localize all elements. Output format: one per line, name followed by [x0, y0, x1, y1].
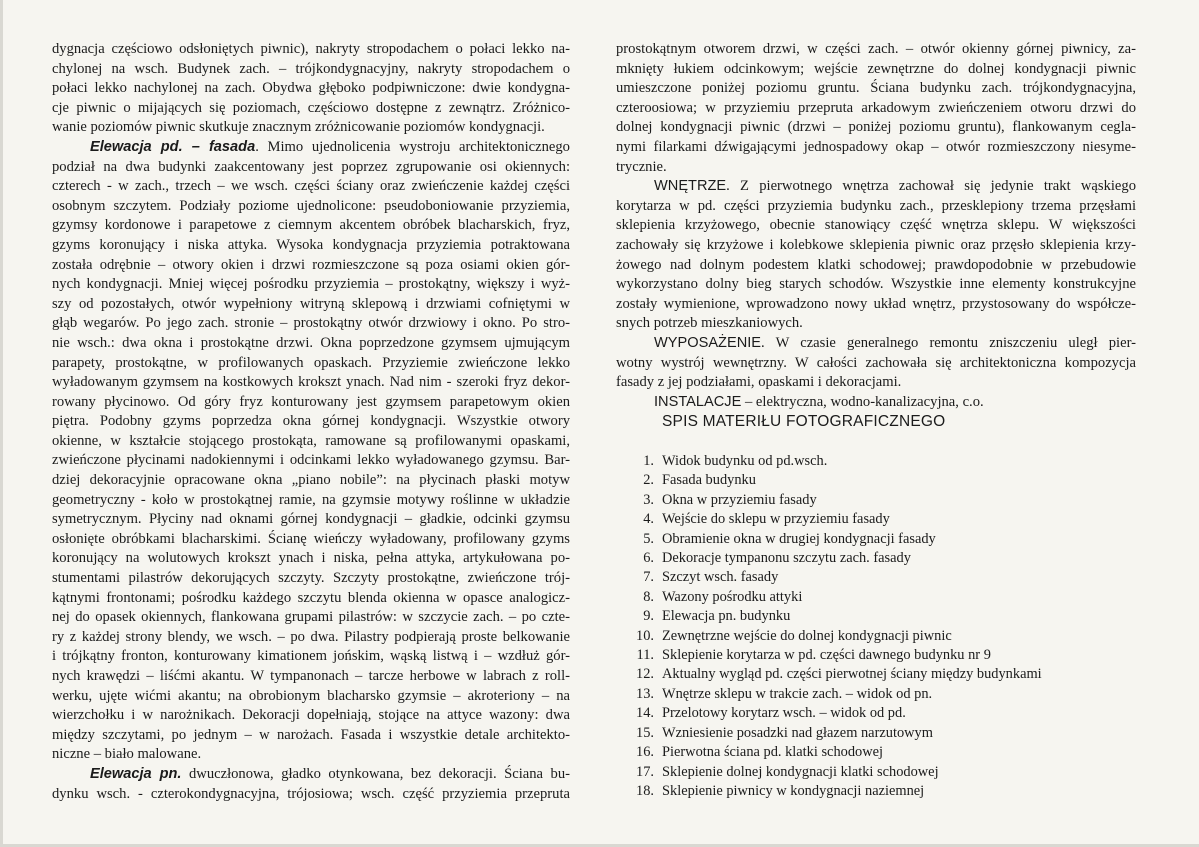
line-text: stumentami pilastrów dekorujących szczyty. Szczyty prostokątne, zwieńczone trój- — [52, 570, 570, 587]
line-text: połaci lekko nachylonej na zach. Obydwa głęboko podpiwniczone: dwie kondygna- — [52, 80, 570, 97]
line-text: dygnacja częściowo odsłoniętych piwnic), nakryty stropodachem o połaci lekko na- — [52, 41, 570, 57]
text-line — [616, 314, 1136, 334]
photo-list-item — [628, 491, 1042, 510]
text-line — [52, 647, 570, 667]
photo-list-text: Aktualny wygląd pd. części pierwotnej ściany między budynkami — [662, 666, 1042, 683]
photo-list-number: 1. — [643, 453, 654, 469]
line-text: wykorzystano dolny bieg starych schodów. Wszystkie inne elementy konstrukcyjne — [616, 276, 1136, 293]
line-text: gzyms koronujący i niska attyka. Wysoka kondygnacja przyziemia potraktowana — [52, 236, 570, 253]
text-line — [52, 628, 570, 648]
photo-list-number: 14. — [636, 705, 654, 722]
text-line — [52, 589, 570, 609]
photo-list-item — [628, 782, 1042, 801]
photo-list — [628, 452, 1042, 801]
photo-list-text: Fasada budynku — [662, 472, 756, 489]
photo-list-title: SPIS MATERIŁU FOTOGRAFICZNEGO — [662, 413, 946, 430]
line-text: wierzchołku i w narożnikach. Dekoracji dopełniają, stojące na attyce wazony: dwa — [52, 707, 570, 724]
photo-list-text: Sklepienie korytarza w pd. części dawnego budynku nr 9 — [662, 647, 991, 664]
line-text: wanie poziomów piwnic skutkuje znacznym zróżnicowanie poziomów kondygnacji. — [52, 119, 545, 136]
photo-list-item — [628, 743, 1042, 762]
line-text: geometryczny - koło w prostokątnej ramie, na gzymsie motywy roślinne w układzie — [52, 491, 570, 508]
line-text: umieszczone poniżej poziomu gruntu. Ściana budynku zach. trójkondygnacyjna, — [616, 80, 1136, 97]
photo-list-number: 4. — [643, 511, 654, 528]
photo-list-item — [628, 452, 1042, 471]
photo-list-number: 17. — [636, 763, 654, 780]
line-text: symetrycznym. Płyciny nad oknami górnej kondygnacji – gładkie, odcinki gzymsu — [52, 511, 570, 528]
photo-list-item — [628, 607, 1042, 626]
section-heading: Elewacja pd. – fasada — [90, 138, 256, 155]
line-text: kątnymi frontonami; pośrodku każdego szczytu blenda okienna w opasce analogicz- — [52, 589, 570, 606]
line-text: dziej dekoracyjnie opracowane okna „piano nobile”: na płycinach płaski motyw — [52, 472, 570, 489]
text-line — [616, 118, 1136, 138]
left-text-column — [52, 40, 570, 804]
text-line — [52, 549, 570, 569]
photo-list-item — [628, 471, 1042, 490]
photo-list-number: 6. — [643, 550, 654, 567]
line-text: trycznie. — [616, 158, 667, 175]
text-line — [52, 491, 570, 511]
line-text: werku, ujęte wićmi akantu; na obrobionym blacharsko gzymsie – akroteriony – na — [52, 687, 570, 704]
line-text: osłonięte obróbkami blacharskimi. Ścianę wieńczy wyładowany, profilowany gzyms — [52, 530, 570, 547]
line-text: niczne – biało malowane. — [52, 746, 202, 763]
line-text: koronujący na wolutowych krokszt ynach i niska, pełna attyka, artykułowana po- — [52, 550, 570, 567]
photo-list-text: Wejście do sklepu w przyziemiu fasady — [662, 511, 890, 528]
photo-list-text: Sklepienie piwnicy w kondygnacji naziemnej — [662, 782, 925, 799]
line-text: nej do opasek okiennych, flankowana grupami pilastrów: w szczycie zach. – po czte- — [52, 609, 570, 626]
line-text: głąb wegarów. Po jego zach. stronie – prostokątny otwór drzwiowy i okno. Po stro- — [52, 315, 570, 332]
section-heading: WYPOSAŻENIE — [654, 334, 762, 351]
line-text: została odrębnie – otwory okien i drzwi rozmieszczone są poza osiami okien gór- — [52, 256, 570, 273]
photo-list-text: Wazony pośrodku attyki — [662, 588, 803, 605]
photo-list-text: Dekoracje tympanonu szczytu zach. fasady — [662, 550, 911, 567]
photo-list-item — [628, 549, 1042, 568]
line-text: czteroosiowa; w przyziemiu przepruta arkadowym zwieńczeniem otworu drzwi do — [616, 99, 1136, 116]
text-line — [52, 726, 570, 746]
text-line — [52, 569, 570, 589]
line-text: sklepienia krzyżowego, obecnie stanowiący część wnętrza sklepu. W większości — [616, 217, 1136, 234]
text-line — [52, 432, 570, 452]
line-text: nie wsch.: dwa okna i prostokątne drzwi. Okna poprzedzone gzymsem ujmującym — [52, 334, 570, 351]
line-text: . W czasie generalnego remontu zniszczeniu uległ pier- — [761, 334, 1136, 351]
photo-list-number: 2. — [643, 472, 654, 489]
text-line — [52, 138, 570, 158]
line-text: żowego nad dolnym podestem klatki schodowej; prawdopodobnie w przebudowie — [616, 256, 1136, 273]
line-text: ry z każdej strony blendy, we wsch. – po dwa. Pilastry podpierają proste belkowanie — [52, 628, 570, 645]
photo-list-number: 18. — [636, 782, 654, 799]
photo-list-number: 10. — [636, 627, 654, 644]
photo-list-number: 3. — [643, 491, 654, 508]
photo-list-text: Wnętrze sklepu w trakcie zach. – widok od pn. — [662, 685, 933, 702]
line-text: zostały wymienione, wprowadzono nowy układ wnętrz, przystosowany do współcze- — [616, 295, 1136, 312]
line-text: snych potrzeb mieszkaniowych. — [616, 315, 803, 332]
line-text: nych kondygnacji. Mniej więcej pośrodku przyziemia – prostokątny, większy i wyż- — [52, 276, 570, 293]
photo-list-text: Szczyt wsch. fasady — [662, 569, 779, 586]
text-line — [52, 471, 570, 491]
photo-list-number: 5. — [643, 530, 654, 547]
text-line — [52, 275, 570, 295]
photo-list-item — [628, 704, 1042, 723]
line-text: fasady z jej podziałami, opaskami i dekoracjami. — [616, 374, 902, 391]
line-text: cje piwnic o mijających się poziomach, częściowo dostępne z zewnątrz. Zróżnico- — [52, 99, 570, 116]
text-line — [52, 510, 570, 530]
photo-list-number: 9. — [643, 608, 654, 625]
text-line — [52, 177, 570, 197]
text-line — [52, 99, 570, 119]
text-line — [52, 118, 570, 138]
text-line — [52, 79, 570, 99]
text-line — [52, 60, 570, 80]
photo-list-number: 11. — [636, 647, 654, 664]
line-text: między szczytami, po jednym – w narożach. Fasada i wszystkie detale architekto- — [52, 726, 570, 743]
text-line — [616, 99, 1136, 119]
text-line — [616, 236, 1136, 256]
text-line — [616, 138, 1136, 158]
line-text: czterech - w zach., trzech – we wsch. części ściany oraz zwieńczenie każdej części — [52, 178, 570, 195]
text-line — [52, 667, 570, 687]
photo-list-text: Przelotowy korytarz wsch. – widok od pd. — [662, 705, 906, 722]
text-line — [52, 158, 570, 178]
text-line — [616, 354, 1136, 374]
photo-list-text: Wzniesienie posadzki nad głazem narzutowym — [662, 724, 933, 741]
photo-list-item — [628, 646, 1042, 665]
text-line — [52, 608, 570, 628]
text-line — [616, 158, 1136, 178]
photo-list-item — [628, 510, 1042, 529]
line-text: – elektryczna, wodno-kanalizacyjna, c.o. — [741, 393, 984, 410]
text-line — [52, 745, 570, 765]
right-text-column — [616, 40, 1136, 412]
photo-list-item — [628, 665, 1042, 684]
text-line — [52, 393, 570, 413]
line-text: dwuczłonowa, gładko otynkowana, bez dekoracji. Ściana bu- — [181, 765, 570, 782]
text-line — [616, 40, 1136, 60]
text-line — [616, 79, 1136, 99]
section-heading: Elewacja pn. — [90, 765, 182, 782]
text-line — [616, 275, 1136, 295]
photo-list-item — [628, 530, 1042, 549]
line-text: chylonej na wsch. Budynek zach. – trójkondygnacyjny, nakryty stropodachem o — [52, 60, 570, 77]
text-line — [616, 295, 1136, 315]
line-text: mknięty łukiem odcinkowym; wejście zewnętrzne do dolnej kondygnacji piwnic — [616, 60, 1136, 77]
line-text: prostokątnym otworem drzwi, w części zach. – otwór okienny górnej piwnicy, za- — [616, 41, 1136, 57]
line-text: nych krawędzi – liśćmi akantu. W tympanonach – tarcze herbowe w labrach z roll- — [52, 668, 570, 684]
text-line — [52, 40, 570, 60]
text-line — [52, 256, 570, 276]
photo-list-text: Zewnętrzne wejście do dolnej kondygnacji piwnic — [662, 627, 952, 644]
photo-list-item — [628, 724, 1042, 743]
photo-list-item — [628, 627, 1042, 646]
section-heading: WNĘTRZE — [654, 178, 727, 195]
photo-list-number: 15. — [636, 724, 654, 741]
text-line — [52, 451, 570, 471]
text-line — [616, 393, 1136, 413]
line-text: zachowały się krzyżowe i kolebkowe sklepienia piwnic oraz przęsło sklepienia krzy- — [616, 236, 1136, 253]
photo-list-number: 16. — [636, 744, 654, 761]
text-line — [52, 706, 570, 726]
text-line — [52, 236, 570, 256]
photo-list-text: Pierwotna ściana pd. klatki schodowej — [662, 744, 884, 761]
text-line — [52, 530, 570, 550]
text-line — [616, 334, 1136, 354]
line-text: zwieńczone płycinami nadokiennymi i odcinkami lekko wyładowanego gzymsu. Bar- — [52, 452, 570, 469]
photo-list-item — [628, 568, 1042, 587]
line-text: dolnej kondygnacji piwnic (drzwi – poniżej poziomu gruntu), flankowanym cegla- — [616, 119, 1136, 136]
text-line — [616, 256, 1136, 276]
text-line — [616, 177, 1136, 197]
line-text: dynku wsch. - czterokondygnacyjna, trójosiowa; wsch. część przyziemia przepruta — [52, 785, 570, 802]
section-heading: INSTALACJE — [654, 393, 742, 410]
text-line — [52, 354, 570, 374]
line-text: szy od pozostałych, otwór wypełniony witryną sklepową i drzwiami cofniętymi w — [52, 295, 570, 312]
line-text: korytarza w pd. części przyziemia budynku zach., przesklepiony trzema przęsłami — [616, 197, 1136, 214]
photo-list-number: 7. — [643, 569, 654, 586]
photo-list-item — [628, 588, 1042, 607]
photo-list-text: Elewacja pn. budynku — [662, 608, 791, 625]
photo-list-text: Obramienie okna w drugiej kondygnacji fasady — [662, 530, 936, 547]
text-line — [52, 785, 570, 805]
text-line — [52, 334, 570, 354]
photo-list-number: 8. — [643, 588, 654, 605]
line-text: wotny wystrój wewnętrzny. W całości zachowała się architektoniczna kompozycja — [616, 354, 1136, 371]
text-line — [52, 373, 570, 393]
line-text: nymi filarkami dźwigającymi jednospadowy okap – otwór rozmieszczony niesyme- — [616, 138, 1136, 155]
photo-list-text: Widok budynku od pd.wsch. — [662, 453, 828, 469]
line-text: wyładowanym gzymsem na kostkowych krokszt ynach. Nad nim - szeroki fryz dekor- — [52, 374, 570, 391]
photo-list-text: Okna w przyziemiu fasady — [662, 491, 817, 508]
line-text: okienne, w kształcie stojącego prostokąta, ramowane są profilowanymi opaskami, — [52, 432, 570, 449]
text-line — [52, 412, 570, 432]
text-line — [616, 197, 1136, 217]
line-text: osobnym szczytem. Podziały poziome ujednolicone: pseudoboniowanie przyziemia, — [52, 197, 570, 214]
text-line — [616, 60, 1136, 80]
line-text: . Z pierwotnego wnętrza zachował się jedynie trakt wąskiego — [726, 178, 1136, 195]
line-text: podział na dwa budynki zaakcentowany jest poprzez zgrupowanie osi okiennych: — [52, 158, 570, 175]
text-line — [52, 314, 570, 334]
line-text: . Mimo ujednolicenia wystroju architektonicznego — [255, 138, 570, 155]
text-line — [52, 765, 570, 785]
photo-list-item — [628, 763, 1042, 782]
line-text: i trójkątny fronton, konturowany kimationem jońskim, wąską listwą i – wzdłuż gór- — [52, 648, 570, 665]
text-line — [52, 295, 570, 315]
line-text: parapety, prostokątne, w profilowanych opaskach. Przyziemie zwieńczone lekko — [52, 354, 570, 371]
text-line — [616, 373, 1136, 393]
line-text: rowany płycinowo. Od góry fryz konturowany jest gzymsem parapetowym okien — [52, 393, 570, 410]
text-line — [52, 687, 570, 707]
text-line — [52, 197, 570, 217]
photo-list-number: 13. — [636, 685, 654, 702]
text-line — [52, 216, 570, 236]
photo-list-number: 12. — [636, 666, 654, 683]
photo-list-text: Sklepienie dolnej kondygnacji klatki schodowej — [662, 763, 939, 780]
line-text: piętra. Podobny gzyms poprzedza okna górnej kondygnacji. Wszystkie otwory — [52, 413, 570, 430]
text-line — [616, 216, 1136, 236]
photo-list-item — [628, 685, 1042, 704]
line-text: gzymsy kordonowe i parapetowe z ciemnym akcentem obróbek blacharskich, fryz, — [52, 217, 570, 234]
